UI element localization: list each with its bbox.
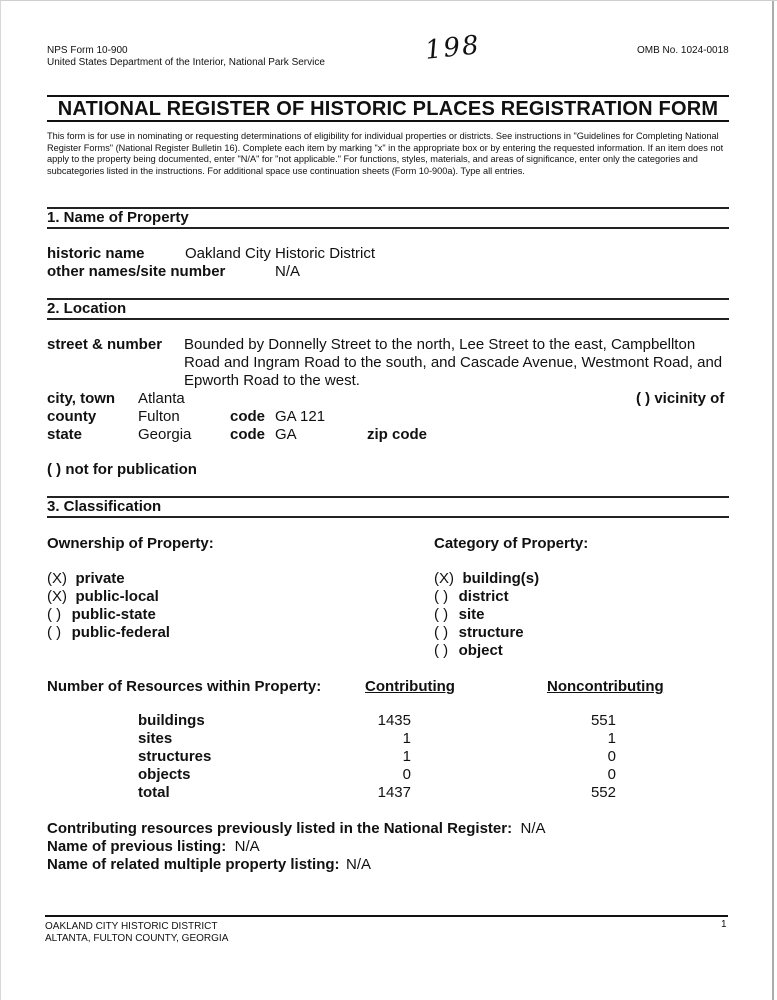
not-for-publication-checkbox[interactable]: ( ) not for publication	[47, 461, 197, 478]
column-header-noncontributing: Noncontributing	[547, 678, 664, 695]
resource-row-label: objects	[138, 766, 191, 783]
checkbox-mark: (X)	[434, 570, 454, 587]
page-title: NATIONAL REGISTER OF HISTORIC PLACES REGISTRATION FORM	[57, 98, 719, 120]
section-2-title: 2. Location	[47, 300, 127, 317]
historic-name-label: historic name	[47, 245, 145, 262]
section-rule	[47, 227, 729, 229]
resource-contributing: 0	[402, 766, 411, 783]
ownership-heading: Ownership of Property:	[47, 535, 214, 552]
category-option-object[interactable]	[434, 642, 503, 660]
resource-contributing: 1	[402, 748, 411, 765]
checkbox-mark: (X)	[47, 588, 67, 605]
category-option-structure[interactable]	[434, 624, 524, 642]
option-label: site	[458, 606, 485, 623]
street-value: Bounded by Donnelly Street to the north, Lee Street to the east, Campbellton Road and Ingram Road to the south, and Cascade Avenue, Westmont Road, and Epworth Road to the west.	[184, 336, 723, 389]
option-label: object	[458, 642, 503, 659]
related-mpl-value: N/A	[346, 856, 372, 873]
resource-noncontributing: 552	[590, 784, 616, 801]
previous-listing-label: Name of previous listing:	[47, 838, 227, 855]
checkbox-mark: ( )	[434, 624, 449, 641]
scan-edge	[772, 1, 774, 1000]
checkbox-mark: ( )	[47, 606, 62, 623]
city-label: city, town	[47, 390, 116, 407]
state-value: Georgia	[138, 426, 192, 443]
vicinity-checkbox[interactable]: ( ) vicinity of	[636, 390, 725, 407]
resource-noncontributing: 551	[590, 712, 616, 729]
resources-heading: Number of Resources within Property:	[47, 678, 322, 695]
option-label: public-local	[75, 588, 159, 605]
resource-row-label: structures	[138, 748, 212, 765]
resource-row-label: total	[138, 784, 170, 801]
footer-location: ALTANTA, FULTON COUNTY, GEORGIA	[45, 933, 229, 944]
option-label: district	[458, 588, 509, 605]
resource-row-label: sites	[138, 730, 173, 747]
checkbox-mark: ( )	[434, 606, 449, 623]
zip-label: zip code	[367, 426, 428, 443]
related-mpl-label: Name of related multiple property listing:	[47, 856, 340, 873]
category-option-buildings[interactable]	[434, 570, 539, 588]
footer-page-number: 1	[721, 919, 727, 930]
resource-noncontributing: 1	[607, 730, 616, 747]
section-rule	[47, 318, 729, 320]
checkbox-mark: ( )	[434, 642, 449, 659]
section-1-title: 1. Name of Property	[47, 209, 189, 226]
checkbox-mark: (X)	[47, 570, 67, 587]
handwritten-page-number: 198	[423, 30, 483, 66]
state-code-value: GA	[275, 426, 297, 443]
option-label: private	[75, 570, 125, 587]
department-name: United States Department of the Interior, National Park Service	[47, 57, 325, 68]
footer-rule	[45, 915, 728, 917]
option-label: building(s)	[462, 570, 540, 587]
street-label: street & number	[47, 336, 163, 353]
ownership-option-private[interactable]	[47, 570, 125, 588]
previously-listed-label: Contributing resources previously listed in the National Register:	[47, 820, 513, 837]
other-names-value: N/A	[275, 263, 301, 280]
historic-name-value: Oakland City Historic District	[185, 245, 376, 262]
category-heading: Category of Property:	[434, 535, 589, 552]
section-3-title: 3. Classification	[47, 498, 162, 515]
ownership-option-public-state[interactable]	[47, 606, 156, 624]
county-code-value: GA 121	[275, 408, 326, 425]
related-mpl-line	[47, 856, 371, 874]
footer-district-name: OAKLAND CITY HISTORIC DISTRICT	[45, 921, 218, 932]
resource-noncontributing: 0	[607, 766, 616, 783]
option-label: structure	[458, 624, 524, 641]
resource-contributing: 1437	[377, 784, 411, 801]
county-label: county	[47, 408, 97, 425]
omb-number: OMB No. 1024-0018	[637, 45, 729, 56]
resource-noncontributing: 0	[607, 748, 616, 765]
section-rule	[47, 516, 729, 518]
option-label: public-federal	[71, 624, 170, 641]
resource-contributing: 1435	[377, 712, 411, 729]
column-header-contributing: Contributing	[365, 678, 455, 695]
category-option-site[interactable]	[434, 606, 484, 624]
resource-contributing: 1	[402, 730, 411, 747]
form-number: NPS Form 10-900	[47, 45, 128, 56]
ownership-option-public-federal[interactable]	[47, 624, 170, 642]
county-code-label: code	[230, 408, 266, 425]
title-rule-bottom	[47, 120, 729, 122]
state-label: state	[47, 426, 83, 443]
other-names-label: other names/site number	[47, 263, 226, 280]
checkbox-mark: ( )	[47, 624, 62, 641]
city-value: Atlanta	[138, 390, 185, 407]
category-option-district[interactable]	[434, 588, 509, 606]
section-rule	[47, 298, 729, 300]
previously-listed-line	[47, 820, 546, 838]
previous-listing-value: N/A	[234, 838, 260, 855]
previously-listed-value: N/A	[520, 820, 546, 837]
checkbox-mark: ( )	[434, 588, 449, 605]
instructions-text: This form is for use in nominating or requesting determinations of eligibility for individual properties or districts. See instructions in "Guidelines for Completing National Register Forms" (National Register Bulletin 16). Complete each item by marking "x" in the appropriate box or by entering the requested information. If an item does not apply to the property being documented, enter "N/A" for "not applicable." For functions, styles, materials, and areas of significance, enter only the categories and subcategories listed in the instructions. For additional space use continuation sheets (Form 10-900a). Type all entries.	[47, 131, 724, 177]
state-code-label: code	[230, 426, 266, 443]
ownership-option-public-local[interactable]	[47, 588, 159, 606]
option-label: public-state	[71, 606, 156, 623]
previous-listing-line	[47, 838, 260, 856]
county-value: Fulton	[138, 408, 180, 425]
resource-row-label: buildings	[138, 712, 205, 729]
